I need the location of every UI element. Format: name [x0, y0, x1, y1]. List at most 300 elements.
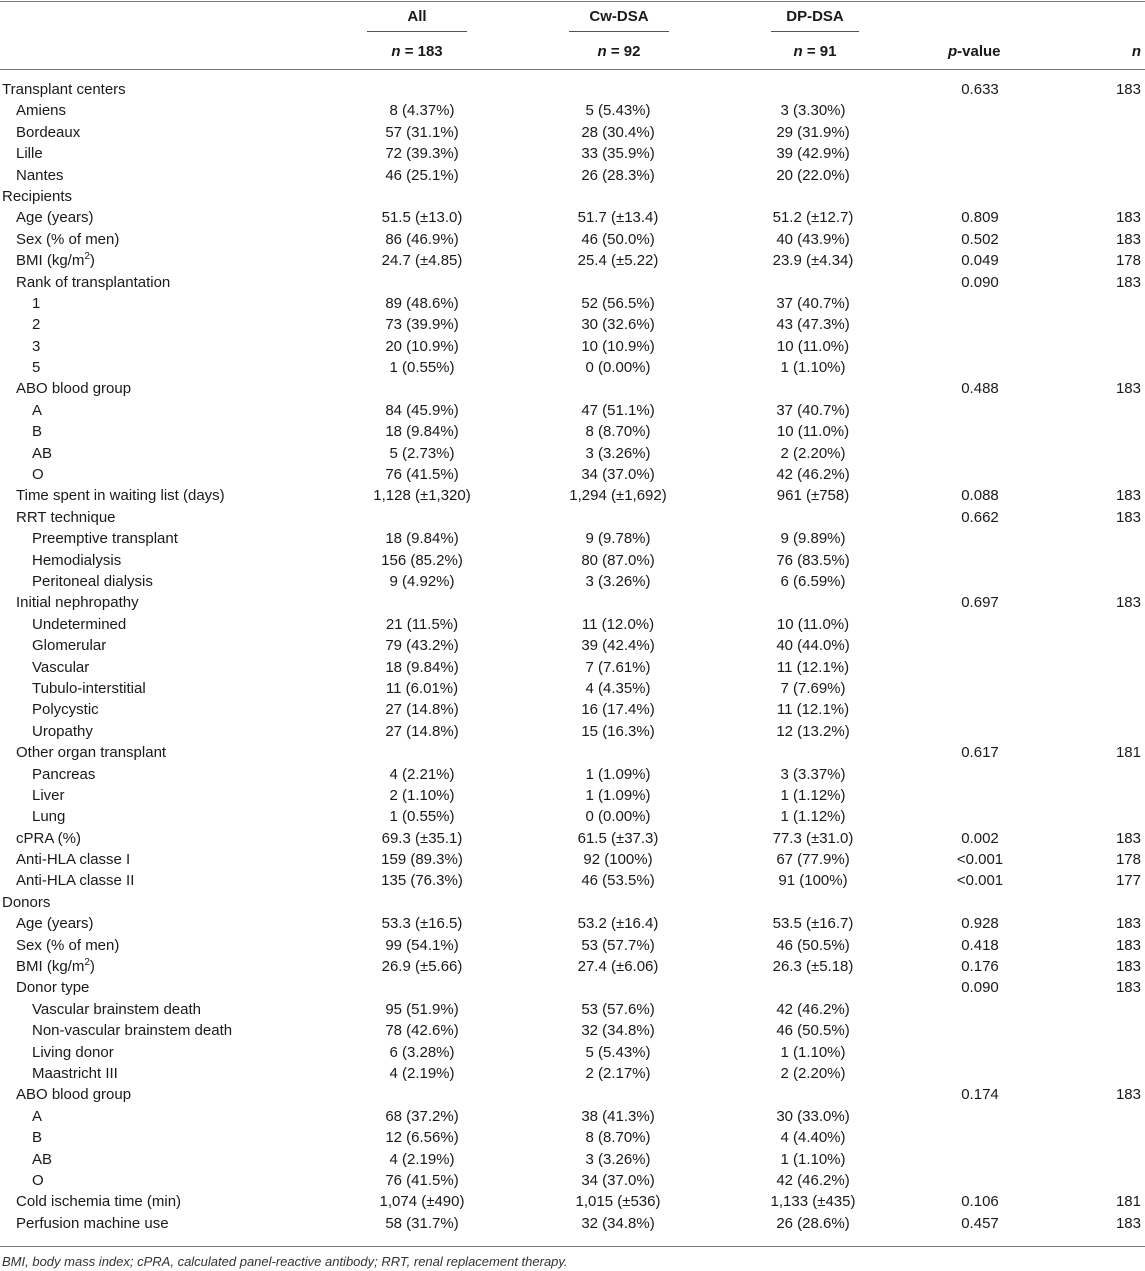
cell-dp-dsa: 10 (11.0%)	[776, 615, 850, 633]
row-label	[32, 464, 44, 485]
cell-dp-dsa: 67 (77.9%)	[776, 851, 850, 869]
table-row	[0, 357, 1145, 378]
header-n-dp-value: = 91	[806, 43, 837, 60]
cell-all: 27 (14.8%)	[385, 701, 459, 719]
cell-n: 183	[1115, 594, 1141, 612]
cell-cw-dsa: 9 (9.78%)	[585, 530, 651, 548]
table-row	[0, 507, 1145, 528]
cell-dp-dsa: 30 (33.0%)	[776, 1107, 850, 1125]
table-row	[0, 678, 1145, 699]
cell-dp-dsa: 11 (12.1%)	[776, 658, 850, 676]
cell-dp-dsa: 2 (2.20%)	[780, 444, 846, 462]
row-label-text: B	[32, 423, 43, 441]
cell-cw-dsa: 33 (35.9%)	[581, 145, 655, 163]
cell-cw-dsa: 52 (56.5%)	[581, 294, 655, 312]
row-label-text: Age (years)	[16, 209, 94, 227]
cell-cw-dsa: 0 (0.00%)	[585, 808, 651, 826]
table-row	[0, 764, 1145, 785]
cell-all: 8 (4.37%)	[389, 102, 455, 120]
cell-pvalue: 0.176	[961, 958, 999, 976]
cell-dp-dsa: 42 (46.2%)	[776, 1171, 850, 1189]
cell-all: 9 (4.92%)	[389, 572, 455, 590]
table-row	[0, 721, 1145, 742]
cell-cw-dsa: 1 (1.09%)	[585, 786, 651, 804]
table-row	[0, 571, 1145, 592]
table-row	[0, 956, 1145, 977]
row-label-suffix: )	[89, 252, 95, 270]
table-row	[0, 1020, 1145, 1041]
row-label	[32, 1106, 42, 1127]
table-row	[0, 1191, 1145, 1212]
cell-cw-dsa: 30 (32.6%)	[581, 316, 655, 334]
row-label-text: Donor type	[16, 979, 90, 997]
table-row	[0, 336, 1145, 357]
cell-cw-dsa: 26 (28.3%)	[581, 166, 655, 184]
cell-pvalue: 0.002	[961, 829, 999, 847]
table-row	[0, 592, 1145, 613]
cell-dp-dsa: 3 (3.37%)	[780, 765, 846, 783]
row-label	[32, 421, 42, 442]
header-n-dp-prefix: n	[793, 43, 803, 60]
header-pvalue	[948, 43, 1001, 60]
cell-all: 84 (45.9%)	[385, 401, 459, 419]
row-label	[32, 785, 65, 806]
cell-dp-dsa: 10 (11.0%)	[776, 337, 850, 355]
cell-all: 1 (0.55%)	[389, 808, 455, 826]
cell-dp-dsa: 26 (28.6%)	[776, 1214, 850, 1232]
row-label-text: Liver	[32, 786, 65, 804]
cell-dp-dsa: 2 (2.20%)	[780, 1064, 846, 1082]
row-label	[2, 79, 126, 100]
table-row	[0, 186, 1145, 207]
cell-n: 183	[1115, 958, 1141, 976]
row-label-text: Nantes	[16, 166, 64, 184]
row-label	[32, 657, 89, 678]
row-label-text: Amiens	[16, 102, 67, 120]
row-label-text: 2	[32, 316, 41, 334]
header-pvalue-prefix: p	[948, 43, 958, 60]
row-label-text: 3	[32, 337, 41, 355]
table-row	[0, 977, 1145, 998]
row-label-text: Donors	[2, 893, 51, 911]
row-label	[32, 336, 40, 357]
cell-all: 12 (6.56%)	[385, 1129, 459, 1147]
row-label	[32, 293, 40, 314]
cell-all: 89 (48.6%)	[385, 294, 459, 312]
row-label	[32, 571, 153, 592]
row-label	[32, 699, 99, 720]
row-label	[16, 272, 170, 293]
row-label-text: B	[32, 1129, 43, 1147]
cell-dp-dsa: 1 (1.10%)	[780, 1150, 846, 1168]
header-n-all	[367, 43, 467, 60]
table-row	[0, 207, 1145, 228]
row-label	[32, 635, 106, 656]
row-label	[32, 1063, 118, 1084]
table-row	[0, 742, 1145, 763]
cell-cw-dsa: 61.5 (±37.3)	[577, 829, 659, 847]
cell-cw-dsa: 51.7 (±13.4)	[577, 209, 659, 227]
cell-all: 159 (89.3%)	[381, 851, 463, 869]
row-label	[16, 207, 94, 228]
table-row	[0, 870, 1145, 891]
row-label-text: Other organ transplant	[16, 744, 167, 762]
cell-n: 183	[1115, 380, 1141, 398]
row-label-text: Polycystic	[32, 701, 99, 719]
row-label	[16, 165, 64, 186]
row-label-text: 1	[32, 294, 41, 312]
table-body	[0, 79, 1145, 1234]
row-label-text: O	[32, 1171, 44, 1189]
row-label-text: 5	[32, 359, 41, 377]
cell-cw-dsa: 38 (41.3%)	[581, 1107, 655, 1125]
cell-cw-dsa: 3 (3.26%)	[585, 572, 651, 590]
cell-n: 183	[1115, 508, 1141, 526]
cell-dp-dsa: 37 (40.7%)	[776, 294, 850, 312]
row-label-text: Lille	[16, 145, 43, 163]
row-label	[32, 806, 65, 827]
cell-dp-dsa: 4 (4.40%)	[780, 1129, 846, 1147]
cell-dp-dsa: 29 (31.9%)	[776, 123, 850, 141]
row-label-text: AB	[32, 1150, 53, 1168]
row-label-text: Vascular	[32, 658, 90, 676]
table-row	[0, 614, 1145, 635]
header-n-cw-value: = 92	[610, 43, 641, 60]
cell-dp-dsa: 37 (40.7%)	[776, 401, 850, 419]
cell-dp-dsa: 7 (7.69%)	[780, 679, 846, 697]
cell-all: 99 (54.1%)	[385, 936, 459, 954]
table-row	[0, 1149, 1145, 1170]
row-label-text: Hemodialysis	[32, 551, 122, 569]
header-n-cw-prefix: n	[597, 43, 607, 60]
cell-cw-dsa: 80 (87.0%)	[581, 551, 655, 569]
header-group-dp-dsa	[771, 8, 859, 32]
row-label	[16, 913, 94, 934]
cell-n: 183	[1115, 230, 1141, 248]
row-label-text: Pancreas	[32, 765, 96, 783]
table-bottom-rule	[0, 1246, 1145, 1247]
row-label-text: Anti-HLA classe I	[16, 851, 131, 869]
header-group-all-label: All	[367, 8, 467, 32]
row-label-suffix: )	[89, 958, 95, 976]
cell-dp-dsa: 51.2 (±12.7)	[772, 209, 854, 227]
table-row	[0, 314, 1145, 335]
cell-all: 4 (2.19%)	[389, 1064, 455, 1082]
cell-dp-dsa: 1,133 (±435)	[770, 1193, 856, 1211]
row-label-text: Cold ischemia time (min)	[16, 1193, 182, 1211]
table-row	[0, 250, 1145, 271]
cell-dp-dsa: 46 (50.5%)	[776, 1022, 850, 1040]
cell-pvalue: 0.106	[961, 1193, 999, 1211]
row-label	[16, 378, 131, 399]
cell-n: 183	[1115, 936, 1141, 954]
cell-n: 178	[1115, 252, 1141, 270]
header-group-all	[367, 8, 467, 32]
cell-cw-dsa: 46 (50.0%)	[581, 230, 655, 248]
row-label	[32, 764, 95, 785]
row-label	[16, 828, 81, 849]
cell-pvalue: 0.174	[961, 1086, 999, 1104]
cell-all: 18 (9.84%)	[385, 658, 459, 676]
cell-dp-dsa: 42 (46.2%)	[776, 1000, 850, 1018]
cell-dp-dsa: 23.9 (±4.34)	[772, 252, 854, 270]
cell-pvalue: 0.928	[961, 915, 999, 933]
cell-all: 4 (2.21%)	[389, 765, 455, 783]
cell-pvalue: 0.090	[961, 273, 999, 291]
row-label	[32, 357, 40, 378]
header-pvalue-suffix: -value	[957, 43, 1001, 60]
cell-dp-dsa: 12 (13.2%)	[776, 722, 850, 740]
row-label-text: A	[32, 401, 43, 419]
row-label-superscript: 2	[84, 251, 90, 263]
row-label-text: Transplant centers	[2, 81, 126, 98]
row-label	[16, 1213, 169, 1234]
row-label	[32, 614, 126, 635]
cell-all: 26.9 (±5.66)	[381, 958, 463, 976]
cell-dp-dsa: 76 (83.5%)	[776, 551, 850, 569]
cell-n: 183	[1115, 979, 1141, 997]
table-row	[0, 464, 1145, 485]
cell-cw-dsa: 53 (57.6%)	[581, 1000, 655, 1018]
cell-dp-dsa: 91 (100%)	[778, 872, 848, 890]
header-n-all-value: = 183	[404, 43, 443, 60]
table-row	[0, 935, 1145, 956]
table-row	[0, 1213, 1145, 1234]
header-n-column: n	[1131, 43, 1141, 60]
header-n-all-prefix: n	[391, 43, 401, 60]
cell-n: 183	[1115, 915, 1141, 933]
cell-n: 183	[1115, 81, 1141, 98]
cell-all: 95 (51.9%)	[385, 1000, 459, 1018]
table-row	[0, 143, 1145, 164]
cell-pvalue: 0.633	[961, 81, 999, 98]
row-label-text: Peritoneal dialysis	[32, 572, 153, 590]
header-group-dp-dsa-label: DP-DSA	[771, 8, 859, 32]
cell-dp-dsa: 43 (47.3%)	[776, 316, 850, 334]
table-row	[0, 657, 1145, 678]
table-row	[0, 485, 1145, 506]
cell-pvalue: 0.090	[961, 979, 999, 997]
row-label-text: Rank of transplantation	[16, 273, 171, 291]
cell-cw-dsa: 53.2 (±16.4)	[577, 915, 659, 933]
cell-dp-dsa: 10 (11.0%)	[776, 423, 850, 441]
cell-all: 76 (41.5%)	[385, 1171, 459, 1189]
cell-all: 86 (46.9%)	[385, 230, 459, 248]
cell-all: 1 (0.55%)	[389, 359, 455, 377]
cell-all: 73 (39.9%)	[385, 316, 459, 334]
cell-dp-dsa: 42 (46.2%)	[776, 466, 850, 484]
cell-cw-dsa: 2 (2.17%)	[585, 1064, 651, 1082]
header-n-dp-dsa	[765, 43, 865, 60]
cell-all: 72 (39.3%)	[385, 145, 459, 163]
row-label	[16, 122, 80, 143]
cell-pvalue: 0.617	[961, 744, 999, 762]
row-label	[16, 1084, 131, 1105]
cell-all: 58 (31.7%)	[385, 1214, 459, 1232]
cell-all: 6 (3.28%)	[389, 1043, 455, 1061]
cell-cw-dsa: 4 (4.35%)	[585, 679, 651, 697]
row-label-text: Sex (% of men)	[16, 230, 120, 248]
cell-all: 1,128 (±1,320)	[373, 487, 471, 505]
table-row	[0, 806, 1145, 827]
row-label-text: Lung	[32, 808, 66, 826]
table-row	[0, 421, 1145, 442]
cell-cw-dsa: 1 (1.09%)	[585, 765, 651, 783]
cell-cw-dsa: 0 (0.00%)	[585, 359, 651, 377]
cell-all: 68 (37.2%)	[385, 1107, 459, 1125]
cell-cw-dsa: 16 (17.4%)	[581, 701, 655, 719]
row-label	[32, 443, 52, 464]
table-row	[0, 849, 1145, 870]
row-label-text: BMI (kg/m	[16, 252, 85, 270]
cell-dp-dsa: 40 (43.9%)	[776, 230, 850, 248]
cell-cw-dsa: 92 (100%)	[583, 851, 653, 869]
cell-all: 79 (43.2%)	[385, 637, 459, 655]
header-n-cw-dsa	[569, 43, 669, 60]
cell-all: 4 (2.19%)	[389, 1150, 455, 1168]
row-label	[16, 250, 95, 271]
cell-n: 181	[1115, 1193, 1141, 1211]
cell-pvalue: 0.809	[961, 209, 999, 227]
row-label-text: RRT technique	[16, 508, 116, 526]
table-row	[0, 400, 1145, 421]
row-label-text: Non-vascular brainstem death	[32, 1022, 233, 1040]
row-label-text: O	[32, 466, 44, 484]
row-label-text: ABO blood group	[16, 380, 132, 398]
cell-pvalue: 0.662	[961, 508, 999, 526]
table-row	[0, 785, 1145, 806]
cell-dp-dsa: 1 (1.12%)	[780, 808, 846, 826]
row-label-text: Glomerular	[32, 637, 107, 655]
header-group-cw-dsa-label: Cw-DSA	[569, 8, 669, 32]
cell-all: 20 (10.9%)	[385, 337, 459, 355]
cell-cw-dsa: 11 (12.0%)	[581, 615, 655, 633]
cell-cw-dsa: 34 (37.0%)	[581, 466, 655, 484]
row-label	[32, 999, 201, 1020]
row-label	[16, 100, 66, 121]
cell-cw-dsa: 32 (34.8%)	[581, 1214, 655, 1232]
cell-pvalue: 0.088	[961, 487, 999, 505]
cell-cw-dsa: 3 (3.26%)	[585, 444, 651, 462]
row-label-text: ABO blood group	[16, 1086, 132, 1104]
row-label-text: Anti-HLA classe II	[16, 872, 135, 890]
cell-all: 69.3 (±35.1)	[381, 829, 463, 847]
row-label	[16, 849, 130, 870]
cell-pvalue: 0.502	[961, 230, 999, 248]
cell-cw-dsa: 1,015 (±536)	[575, 1193, 661, 1211]
cell-dp-dsa: 3 (3.30%)	[780, 102, 846, 120]
cell-n: 183	[1115, 209, 1141, 227]
row-label	[32, 1149, 52, 1170]
cell-n: 183	[1115, 273, 1141, 291]
cell-dp-dsa: 1 (1.10%)	[780, 359, 846, 377]
table-row	[0, 1063, 1145, 1084]
cell-cw-dsa: 34 (37.0%)	[581, 1171, 655, 1189]
cell-dp-dsa: 11 (12.1%)	[776, 701, 850, 719]
cell-cw-dsa: 8 (8.70%)	[585, 423, 651, 441]
table-row	[0, 79, 1145, 100]
table-row	[0, 378, 1145, 399]
table-row	[0, 1127, 1145, 1148]
table-row	[0, 528, 1145, 549]
table-top-rule	[0, 1, 1145, 2]
cell-all: 57 (31.1%)	[385, 123, 459, 141]
row-label-text: Bordeaux	[16, 123, 81, 141]
cell-n: 183	[1115, 487, 1141, 505]
table-row	[0, 165, 1145, 186]
cell-all: 1,074 (±490)	[379, 1193, 465, 1211]
table-row	[0, 1170, 1145, 1191]
cell-dp-dsa: 1 (1.10%)	[780, 1043, 846, 1061]
cell-dp-dsa: 26.3 (±5.18)	[772, 958, 854, 976]
row-label	[32, 400, 42, 421]
cell-pvalue: <0.001	[956, 872, 1004, 890]
row-label	[32, 528, 178, 549]
table-row	[0, 229, 1145, 250]
row-label	[16, 870, 134, 891]
cell-all: 18 (9.84%)	[385, 423, 459, 441]
cell-n: 183	[1115, 1214, 1141, 1232]
cell-n: 178	[1115, 851, 1141, 869]
header-group-cw-dsa	[569, 8, 669, 32]
table-row	[0, 100, 1145, 121]
cell-dp-dsa: 6 (6.59%)	[780, 572, 846, 590]
cell-dp-dsa: 53.5 (±16.7)	[772, 915, 854, 933]
cell-dp-dsa: 40 (44.0%)	[776, 637, 850, 655]
row-label-text: Preemptive transplant	[32, 530, 178, 548]
cell-dp-dsa: 20 (22.0%)	[776, 166, 850, 184]
cell-cw-dsa: 46 (53.5%)	[581, 872, 655, 890]
cell-n: 177	[1115, 872, 1141, 890]
row-label	[16, 229, 119, 250]
cell-all: 2 (1.10%)	[389, 786, 455, 804]
row-label	[16, 742, 166, 763]
table-row	[0, 913, 1145, 934]
row-label	[16, 507, 116, 528]
cell-cw-dsa: 5 (5.43%)	[585, 102, 651, 120]
row-label-text: cPRA (%)	[16, 829, 82, 847]
cell-dp-dsa: 9 (9.89%)	[780, 530, 846, 548]
cell-n: 183	[1115, 1086, 1141, 1104]
row-label	[2, 186, 72, 207]
table-row	[0, 443, 1145, 464]
cell-all: 5 (2.73%)	[389, 444, 455, 462]
row-label-text: Time spent in waiting list (days)	[16, 487, 225, 505]
cell-dp-dsa: 46 (50.5%)	[776, 936, 850, 954]
cell-cw-dsa: 39 (42.4%)	[581, 637, 655, 655]
cell-dp-dsa: 39 (42.9%)	[776, 145, 850, 163]
row-label	[32, 1127, 42, 1148]
table-row	[0, 272, 1145, 293]
row-label	[16, 592, 139, 613]
cell-n: 181	[1115, 744, 1141, 762]
row-label-text: Sex (% of men)	[16, 936, 120, 954]
row-label-text: Initial nephropathy	[16, 594, 139, 612]
row-label-text: Vascular brainstem death	[32, 1000, 201, 1018]
row-label-text: Recipients	[2, 187, 73, 205]
row-label	[16, 1191, 181, 1212]
cell-cw-dsa: 53 (57.7%)	[581, 936, 655, 954]
table-row	[0, 1042, 1145, 1063]
cell-cw-dsa: 25.4 (±5.22)	[577, 252, 659, 270]
row-label	[32, 550, 121, 571]
cell-all: 156 (85.2%)	[381, 551, 463, 569]
row-label-text: AB	[32, 444, 53, 462]
row-label	[16, 935, 119, 956]
cell-cw-dsa: 32 (34.8%)	[581, 1022, 655, 1040]
cell-all: 76 (41.5%)	[385, 466, 459, 484]
cell-cw-dsa: 7 (7.61%)	[585, 658, 651, 676]
